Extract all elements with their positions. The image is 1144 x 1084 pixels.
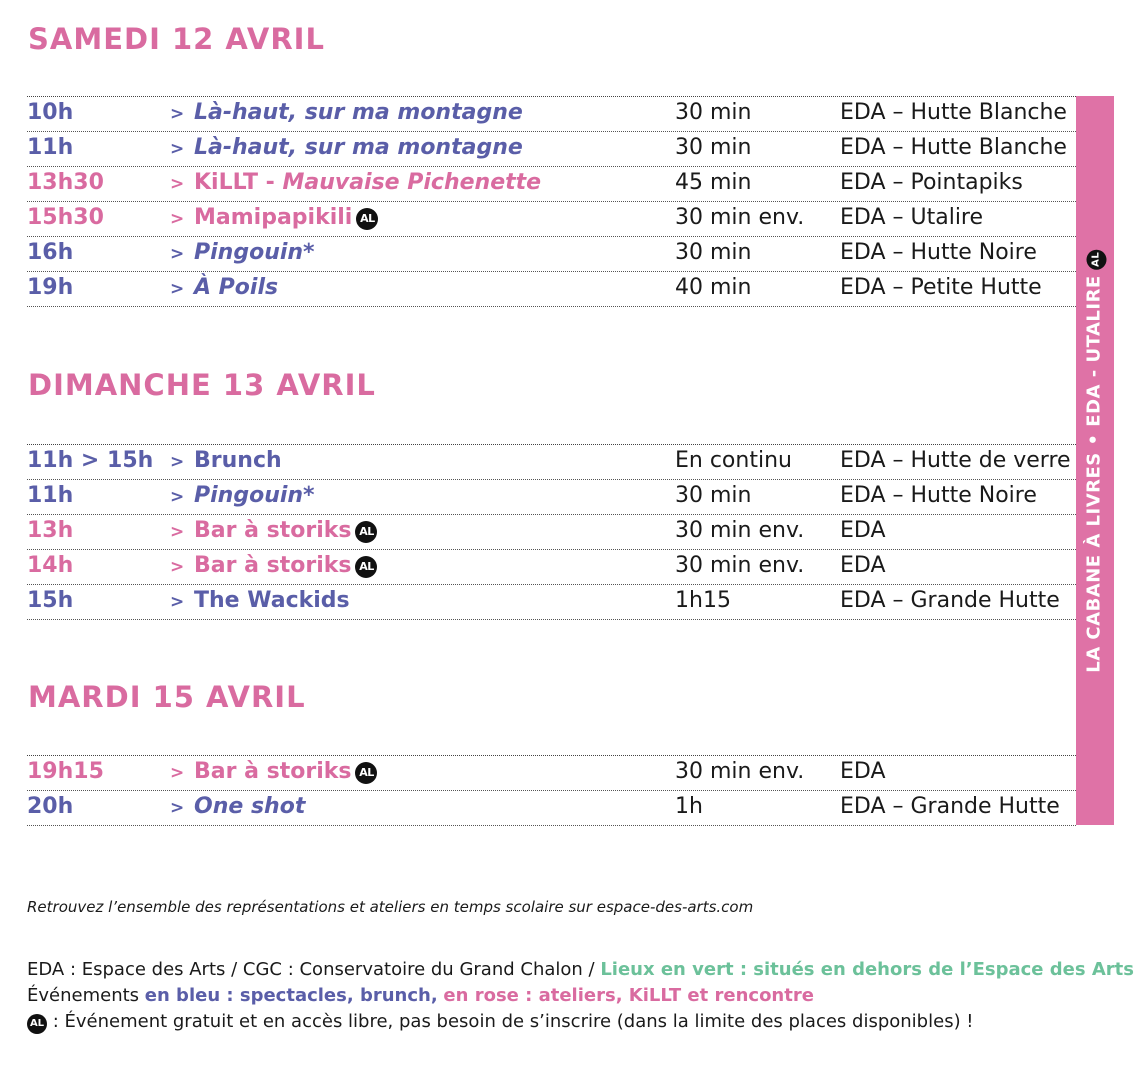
event-title-main: Mauvaise Pichenette xyxy=(282,170,542,195)
row-time: 14h xyxy=(27,553,74,578)
row-duration: En continu xyxy=(675,448,792,473)
row-arrow: > xyxy=(170,174,185,194)
event-title-text: Bar à storiks xyxy=(194,553,352,578)
footnote: Retrouvez l’ensemble des représentations et ateliers en temps scolaire sur espace-des-arts.com xyxy=(27,898,754,916)
table-row xyxy=(27,202,1076,237)
row-arrow: > xyxy=(170,798,185,818)
table-row xyxy=(27,167,1076,202)
event-title[interactable] xyxy=(194,205,378,230)
table-row xyxy=(27,550,1076,585)
table-row xyxy=(27,237,1076,272)
row-arrow: > xyxy=(170,104,185,124)
table-row xyxy=(27,791,1076,826)
row-time: 13h xyxy=(27,518,74,543)
row-venue: EDA – Grande Hutte xyxy=(840,588,1060,613)
table-row xyxy=(27,272,1076,307)
row-time: 15h xyxy=(27,588,74,613)
row-arrow: > xyxy=(170,139,185,159)
day-title-mardi: MARDI 15 AVRIL xyxy=(28,680,306,714)
table-row xyxy=(27,515,1076,550)
row-venue: EDA xyxy=(840,759,886,784)
row-time: 10h xyxy=(27,100,74,125)
legend-events: Événements xyxy=(27,985,145,1006)
row-time: 19h15 xyxy=(27,759,104,784)
row-venue: EDA – Hutte Noire xyxy=(840,483,1037,508)
event-title-text: Mamipapikili xyxy=(194,205,353,230)
legend-pink: en rose : ateliers, KiLLT et rencontre xyxy=(443,985,814,1006)
row-venue: EDA – Hutte Blanche xyxy=(840,100,1067,125)
row-time: 13h30 xyxy=(27,170,104,195)
event-title[interactable]: Là-haut, sur ma montagne xyxy=(194,100,523,125)
legend-line-3 xyxy=(27,1009,1134,1035)
event-title[interactable]: Pingouin* xyxy=(194,240,315,265)
row-arrow: > xyxy=(170,209,185,229)
row-time: 20h xyxy=(27,794,74,819)
schedule-dimanche xyxy=(27,444,1076,620)
row-arrow: > xyxy=(170,487,185,507)
schedule-samedi xyxy=(27,96,1076,307)
row-time: 11h xyxy=(27,135,74,160)
row-duration: 1h15 xyxy=(675,588,731,613)
row-duration: 30 min env. xyxy=(675,759,805,784)
side-band xyxy=(1076,96,1114,825)
day-title-samedi: SAMEDI 12 AVRIL xyxy=(28,22,325,56)
row-duration: 1h xyxy=(675,794,703,819)
event-title[interactable]: One shot xyxy=(194,794,306,819)
row-time: 16h xyxy=(27,240,74,265)
event-title-prefix: KiLLT - xyxy=(194,170,283,195)
row-venue: EDA – Petite Hutte xyxy=(840,275,1042,300)
legend-line-2 xyxy=(27,983,1134,1009)
legend-green: Lieux en vert : situés en dehors de l’Espace des Arts xyxy=(600,959,1134,980)
legend-abbrev: EDA : Espace des Arts / CGC : Conservatoire du Grand Chalon / xyxy=(27,959,601,980)
row-venue: EDA – Hutte de verre xyxy=(840,448,1071,473)
free-access-icon: AL xyxy=(27,1014,47,1034)
row-time: 19h xyxy=(27,275,74,300)
row-arrow: > xyxy=(170,592,185,612)
legend-free-access: : Événement gratuit et en accès libre, pas besoin de s’inscrire (dans la limite des places disponibles) ! xyxy=(47,1011,974,1032)
event-title[interactable] xyxy=(194,518,377,543)
row-arrow: > xyxy=(170,244,185,264)
event-title-text: Bar à storiks xyxy=(194,759,352,784)
row-arrow: > xyxy=(170,557,185,577)
row-duration: 30 min xyxy=(675,135,752,160)
table-row xyxy=(27,445,1076,480)
table-row xyxy=(27,585,1076,620)
event-title[interactable]: Brunch xyxy=(194,448,282,473)
event-title-text: Bar à storiks xyxy=(194,518,352,543)
row-venue: EDA – Grande Hutte xyxy=(840,794,1060,819)
row-duration: 30 min xyxy=(675,483,752,508)
event-title[interactable] xyxy=(194,170,541,195)
row-time: 11h > 15h xyxy=(27,448,154,473)
row-venue: EDA – Utalire xyxy=(840,205,984,230)
event-title[interactable]: À Poils xyxy=(194,275,279,300)
event-title[interactable]: Là-haut, sur ma montagne xyxy=(194,135,523,160)
row-duration: 30 min env. xyxy=(675,205,805,230)
table-row xyxy=(27,97,1076,132)
free-access-icon: AL xyxy=(356,208,378,230)
row-venue: EDA xyxy=(840,518,886,543)
side-band-text: LA CABANE À LIVRES • EDA - UTALIRE xyxy=(1083,274,1105,673)
row-duration: 45 min xyxy=(675,170,752,195)
row-time: 15h30 xyxy=(27,205,104,230)
row-venue: EDA – Pointapiks xyxy=(840,170,1023,195)
table-row xyxy=(27,756,1076,791)
day-title-dimanche: DIMANCHE 13 AVRIL xyxy=(28,368,376,402)
row-duration: 30 min env. xyxy=(675,518,805,543)
row-duration: 40 min xyxy=(675,275,752,300)
row-arrow: > xyxy=(170,279,185,299)
event-title[interactable]: Pingouin* xyxy=(194,483,315,508)
row-time: 11h xyxy=(27,483,74,508)
row-venue: EDA – Hutte Blanche xyxy=(840,135,1067,160)
side-band-label xyxy=(1084,249,1107,672)
free-access-icon: AL xyxy=(1087,249,1107,269)
row-duration: 30 min env. xyxy=(675,553,805,578)
free-access-icon: AL xyxy=(355,556,377,578)
legend xyxy=(27,957,1134,1035)
event-title[interactable]: The Wackids xyxy=(194,588,350,613)
free-access-icon: AL xyxy=(355,521,377,543)
row-arrow: > xyxy=(170,522,185,542)
table-row xyxy=(27,480,1076,515)
row-duration: 30 min xyxy=(675,240,752,265)
row-arrow: > xyxy=(170,763,185,783)
row-venue: EDA xyxy=(840,553,886,578)
row-duration: 30 min xyxy=(675,100,752,125)
row-arrow: > xyxy=(170,452,185,472)
legend-line-1 xyxy=(27,957,1134,983)
row-venue: EDA – Hutte Noire xyxy=(840,240,1037,265)
schedule-mardi xyxy=(27,755,1076,826)
table-row xyxy=(27,132,1076,167)
event-title[interactable] xyxy=(194,759,377,784)
event-title[interactable] xyxy=(194,553,377,578)
legend-blue: en bleu : spectacles, brunch, xyxy=(144,985,438,1006)
free-access-icon: AL xyxy=(355,762,377,784)
